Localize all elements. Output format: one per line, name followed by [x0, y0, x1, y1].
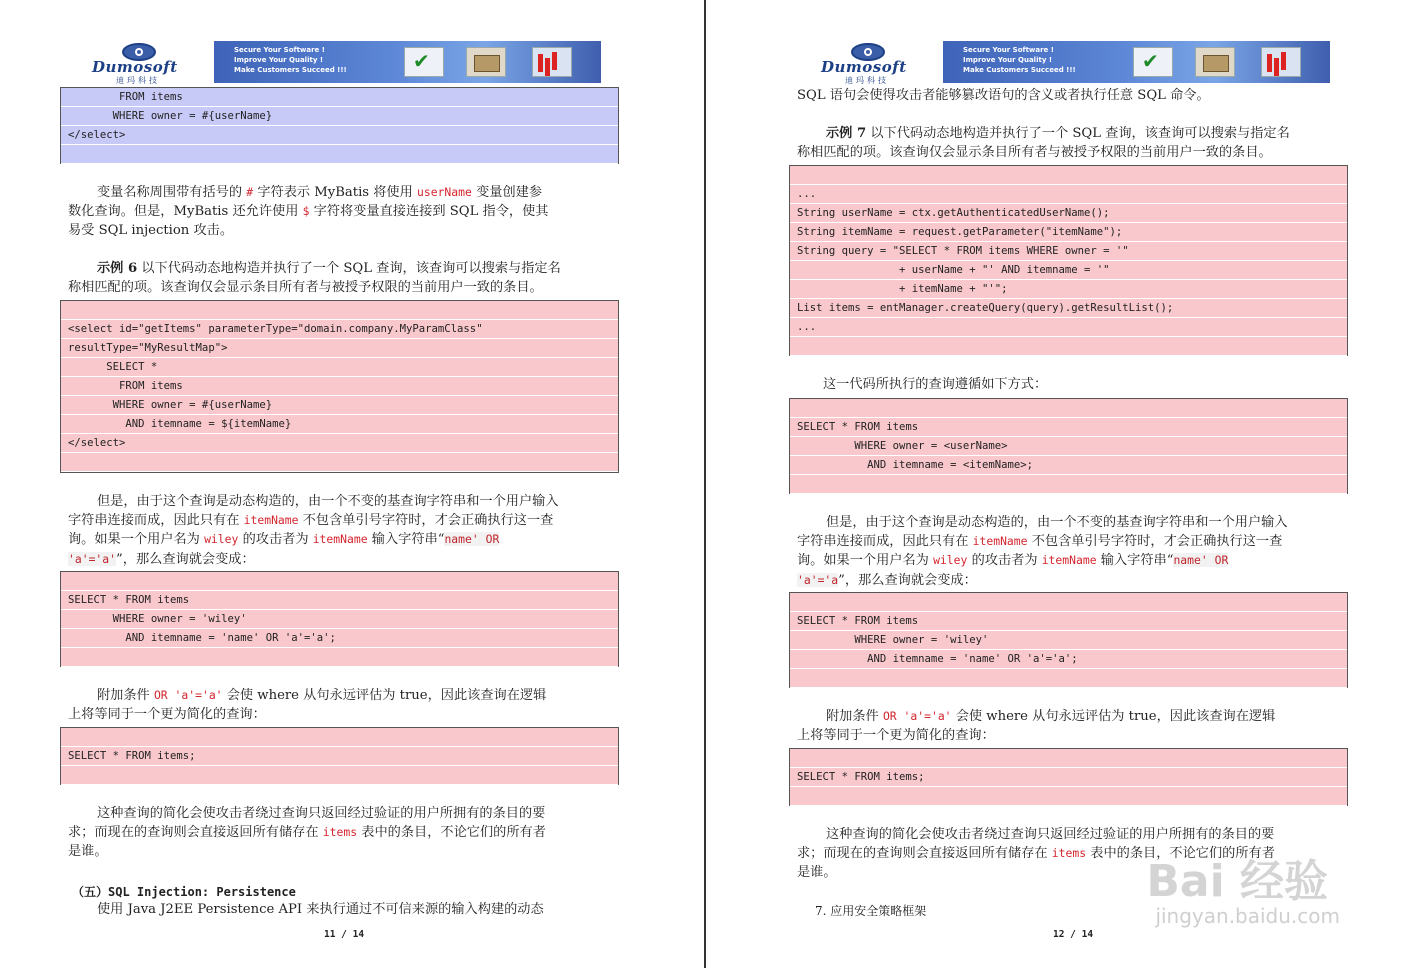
- bar-chart-icon: [532, 47, 572, 77]
- page-number: 11 / 14: [324, 929, 365, 940]
- code-line: [790, 787, 1347, 806]
- code-line: [61, 301, 618, 320]
- logo-subtitle: 迪玛科技: [845, 76, 889, 85]
- code-line: SELECT * FROM items: [790, 418, 1347, 437]
- banner-line-3: Make Customers Succeed !!!: [234, 66, 347, 74]
- code-line: List items = entManager.createQuery(query).getResultList();: [790, 299, 1347, 318]
- paragraph-query-form: 这一代码所执行的查询遵循如下方式：: [823, 377, 1048, 392]
- code-line: [61, 572, 618, 591]
- code-line: + userName + "' AND itemname = '": [790, 261, 1347, 280]
- paragraph-injection: 但是，由于这个查询是动态构造的，由一个不变的基查询字符串和一个用户输入 字符串连接而成，因此只有在 itemName 不包含单引号字符时，才会正确执行这一查 询。如果一个用户名为 wiley 的攻击者为 itemName 输入字符串“name' OR 'a'='a”，那么查询就会变成：: [797, 515, 1288, 588]
- checklist-icon: [1133, 47, 1173, 77]
- logo-text: Dumosoft: [821, 58, 907, 76]
- code-line: [790, 399, 1347, 418]
- page-divider: [704, 0, 706, 968]
- paragraph-condition: 附加条件 OR 'a'='a' 会使 where 从句永远评估为 true，因此该查询在逻辑 上将等同于一个更为简化的查询：: [797, 709, 1276, 744]
- paragraph-simplification: 这种查询的简化会使攻击者绕过查询只返回经过验证的用户所拥有的条目的要 求；而现在的查询则会直接返回所有储存在 items 表中的条目，不论它们的所有者 是谁。: [68, 806, 546, 860]
- code-line: [61, 766, 618, 785]
- paragraph-condition: 附加条件 OR 'a'='a' 会使 where 从句永远评估为 true，因此该查询在逻辑 上将等同于一个更为简化的查询：: [68, 688, 547, 723]
- page-header: [815, 41, 1330, 87]
- code-line: [61, 728, 618, 747]
- logo-text: Dumosoft: [92, 58, 178, 76]
- header-banner: [943, 41, 1330, 83]
- watermark-url: jingyan.baidu.com: [1155, 904, 1340, 928]
- code-line: WHERE owner = 'wiley': [61, 610, 618, 629]
- paragraph-sql-intro: SQL 语句会使得攻击者能够篡改语句的含义或者执行任意 SQL 命令。: [797, 88, 1210, 103]
- paragraph-mybatis: 变量名称周围带有括号的 # 字符表示 MyBatis 将使用 userName 变量创建参 数化查询。但是，MyBatis 还允许使用 $ 字符将变量直接连接到 SQL 指令，使其 易受 SQL injection 攻击。: [68, 185, 549, 239]
- code-line: </select>: [61, 126, 618, 145]
- briefcase-icon: [466, 47, 506, 77]
- dumosoft-logo: [86, 41, 214, 87]
- code-block-simple-query: [789, 748, 1348, 806]
- banner-line-1: Secure Your Software !: [234, 46, 325, 54]
- code-line: + itemName + "'";: [790, 280, 1347, 299]
- watermark-logo: Bai 经验: [1146, 856, 1328, 907]
- code-line: [790, 166, 1347, 185]
- code-line: <select id="getItems" parameterType="domain.company.MyParamClass": [61, 320, 618, 339]
- code-line: SELECT * FROM items: [790, 612, 1347, 631]
- code-block-injected-query: [789, 592, 1348, 688]
- paragraph-simplification: 这种查询的简化会使攻击者绕过查询只返回经过验证的用户所拥有的条目的要 求；而现在的查询则会直接返回所有储存在 items 表中的条目，不论它们的所有者 是谁。: [797, 827, 1275, 881]
- code-block-top: [60, 87, 619, 164]
- code-line: [790, 337, 1347, 356]
- dumosoft-logo: [815, 41, 943, 87]
- section-heading: 7. 应用安全策略框架: [815, 904, 927, 918]
- code-line: [61, 453, 618, 472]
- page-header: [86, 41, 601, 87]
- right-page: [707, 0, 1408, 968]
- code-line: ...: [790, 185, 1347, 204]
- briefcase-icon: [1195, 47, 1235, 77]
- paragraph-persistence: 使用 Java J2EE Persistence API 来执行通过不可信来源的输入构建的动态: [97, 902, 544, 917]
- banner-line-2: Improve Your Quality !: [234, 56, 324, 64]
- header-banner: [214, 41, 601, 83]
- code-line: SELECT * FROM items;: [790, 768, 1347, 787]
- banner-line-1: Secure Your Software !: [963, 46, 1054, 54]
- code-line: String query = "SELECT * FROM items WHERE owner = '": [790, 242, 1347, 261]
- code-block-simple-query: [60, 727, 619, 785]
- code-line: SELECT *: [61, 358, 618, 377]
- code-line: FROM items: [61, 377, 618, 396]
- section-heading: （五）SQL Injection: Persistence: [72, 885, 296, 899]
- code-line: AND itemname = 'name' OR 'a'='a';: [790, 650, 1347, 669]
- code-line: String userName = ctx.getAuthenticatedUserName();: [790, 204, 1347, 223]
- code-line: resultType="MyResultMap">: [61, 339, 618, 358]
- code-line: String itemName = request.getParameter("itemName");: [790, 223, 1347, 242]
- bar-chart-icon: [1261, 47, 1301, 77]
- code-line: WHERE owner = #{userName}: [61, 396, 618, 415]
- banner-line-2: Improve Your Quality !: [963, 56, 1053, 64]
- code-block-example-6: [60, 300, 619, 473]
- code-line: SELECT * FROM items: [61, 591, 618, 610]
- code-block-query-form: [789, 398, 1348, 494]
- code-line: WHERE owner = <userName>: [790, 437, 1347, 456]
- code-line: WHERE owner = #{userName}: [61, 107, 618, 126]
- paragraph-example-6: 示例 6 以下代码动态地构造并执行了一个 SQL 查询，该查询可以搜索与指定名 称相匹配的项。该查询仅会显示条目所有者与被授予权限的当前用户一致的条目。: [68, 261, 561, 296]
- code-line: [790, 475, 1347, 494]
- banner-line-3: Make Customers Succeed !!!: [963, 66, 1076, 74]
- paragraph-example-7: 示例 7 以下代码动态地构造并执行了一个 SQL 查询，该查询可以搜索与指定名 称相匹配的项。该查询仅会显示条目所有者与被授予权限的当前用户一致的条目。: [797, 126, 1290, 161]
- checklist-icon: [404, 47, 444, 77]
- code-line: [790, 669, 1347, 688]
- code-line: [790, 749, 1347, 768]
- logo-subtitle: 迪玛科技: [116, 76, 160, 85]
- code-block-example-7: [789, 165, 1348, 356]
- code-line: FROM items: [61, 88, 618, 107]
- code-line: AND itemname = ${itemName}: [61, 415, 618, 434]
- code-line: AND itemname = 'name' OR 'a'='a';: [61, 629, 618, 648]
- paragraph-injection: 但是，由于这个查询是动态构造的，由一个不变的基查询字符串和一个用户输入 字符串连接而成，因此只有在 itemName 不包含单引号字符时，才会正确执行这一查 询。如果一个用户名为 wiley 的攻击者为 itemName 输入字符串“name' OR 'a'='a'”，那么查询就会变成：: [68, 494, 559, 567]
- code-line: AND itemname = <itemName>;: [790, 456, 1347, 475]
- code-line: ...: [790, 318, 1347, 337]
- code-line: [790, 593, 1347, 612]
- code-line: [61, 145, 618, 164]
- code-line: </select>: [61, 434, 618, 453]
- page-number: 12 / 14: [1053, 929, 1094, 940]
- code-line: [61, 648, 618, 667]
- code-line: SELECT * FROM items;: [61, 747, 618, 766]
- code-line: WHERE owner = 'wiley': [790, 631, 1347, 650]
- code-block-injected-query: [60, 571, 619, 667]
